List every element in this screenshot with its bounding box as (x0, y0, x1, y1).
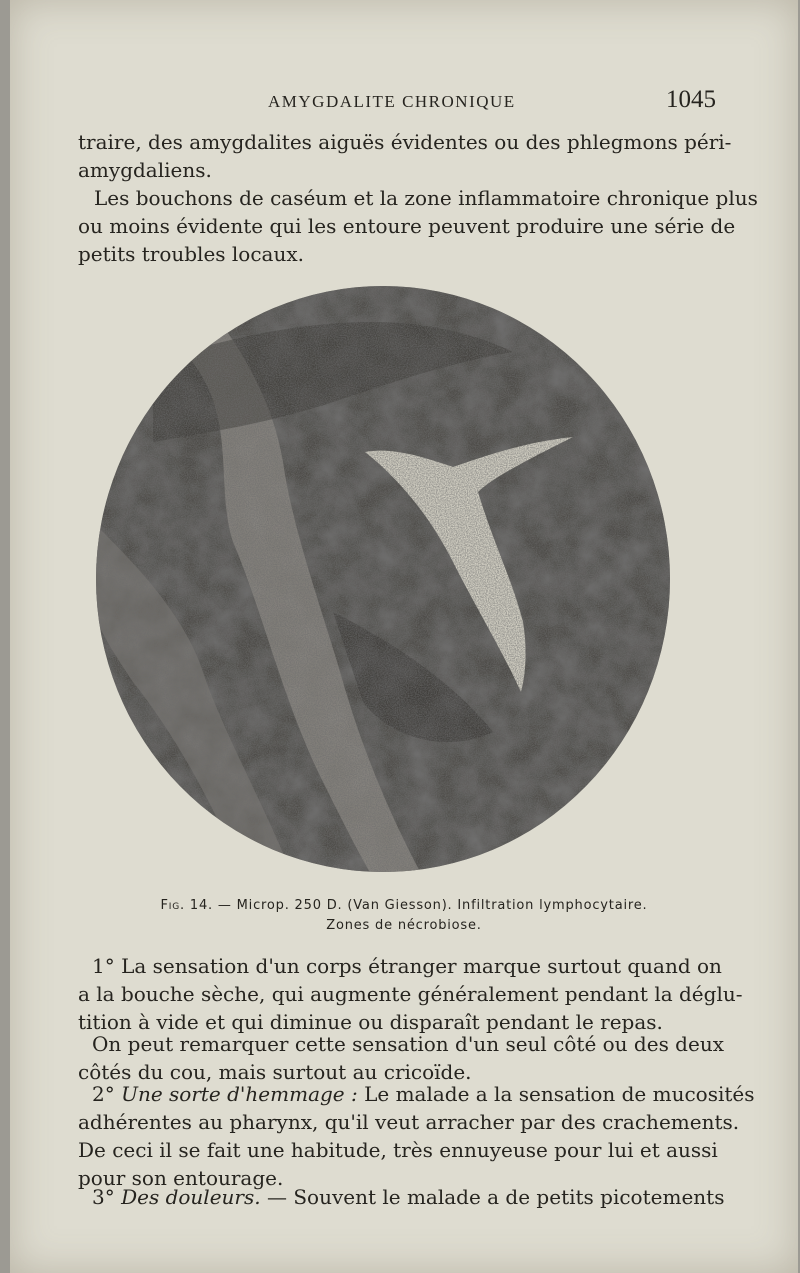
text-line: On peut remarquer cette sensation d'un seul côté ou des deux (92, 1032, 724, 1056)
micrograph-figure (93, 282, 673, 877)
text-line: tition à vide et qui diminue ou disparaît pendant le repas. (78, 1010, 663, 1034)
figure-label: Fig. 14. (160, 898, 213, 913)
text-line: 1° La sensation d'un corps étranger marque surtout quand on (92, 954, 722, 978)
text-line: a la bouche sèche, qui augmente généralement pendant la déglu- (78, 982, 743, 1006)
paragraph-top (78, 128, 732, 184)
item-1 (78, 952, 743, 1036)
item-text: Le malade a la sensation de mucosités (357, 1082, 755, 1106)
paragraph-caseum (78, 184, 758, 268)
text-line: adhérentes au pharynx, qu'il veut arracher par des crachements. (78, 1110, 740, 1134)
item-text: — Souvent le malade a de petits picotements (260, 1185, 725, 1209)
text-line: Les bouchons de caséum et la zone inflammatoire chronique plus (94, 186, 758, 210)
text-line: traire, des amygdalites aiguës évidentes ou des phlegmons péri- (78, 130, 732, 154)
item-title: Des douleurs. (121, 1185, 261, 1209)
text-line: côtés du cou, mais surtout au cricoïde. (78, 1060, 472, 1084)
caption-line: Zones de nécrobiose. (326, 918, 482, 933)
running-title: AMYGDALITE CHRONIQUE (268, 92, 516, 111)
item-number: 3° (92, 1185, 115, 1209)
text-line: pour son entourage. (78, 1166, 284, 1190)
caption-line (10, 896, 798, 916)
micrograph-image (93, 282, 673, 877)
item-title: Une sorte d'hemmage : (121, 1082, 358, 1106)
text-line: ou moins évidente qui les entoure peuvent produire une série de (78, 214, 736, 238)
text-line (78, 1080, 755, 1108)
text-line (78, 1183, 725, 1211)
caption-text: — Microp. 250 D. (Van Giesson). Infiltration lymphocytaire. (212, 898, 648, 913)
item-1-continued (78, 1030, 724, 1086)
figure-caption (10, 896, 798, 936)
text-line: petits troubles locaux. (78, 242, 304, 266)
book-page (10, 0, 798, 1273)
page-number: 1045 (666, 86, 716, 113)
text-line: amygdaliens. (78, 158, 212, 182)
page-header (10, 86, 798, 120)
item-2 (78, 1080, 755, 1192)
item-number: 2° (92, 1082, 115, 1106)
text-line: De ceci il se fait une habitude, très ennuyeuse pour lui et aussi (78, 1138, 718, 1162)
item-3 (78, 1183, 725, 1211)
